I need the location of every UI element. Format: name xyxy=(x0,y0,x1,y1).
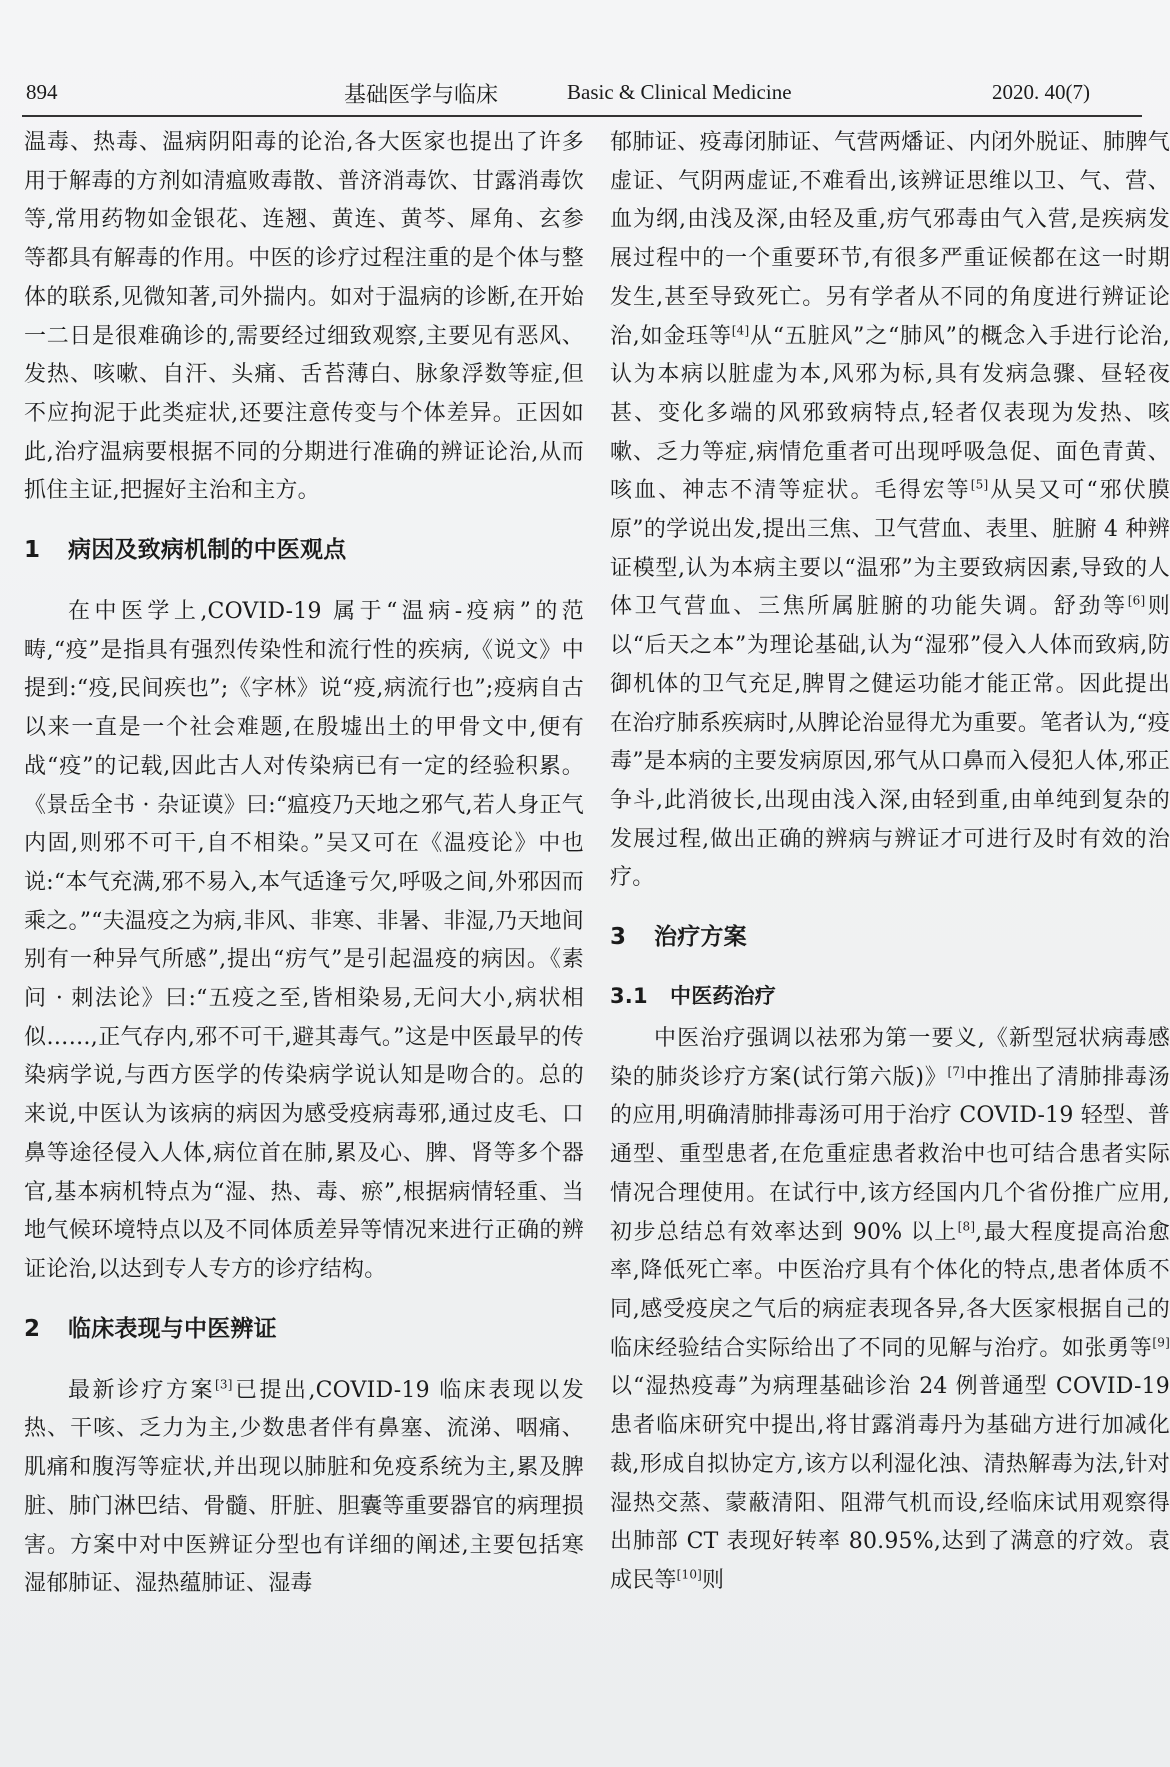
section-heading-3 xyxy=(610,920,1170,954)
citation-ref: [7] xyxy=(947,1064,966,1079)
paragraph: 温毒、热毒、温病阴阳毒的论治,各大医家也提出了许多用于解毒的方剂如清瘟败毒散、普济消毒饮、甘露消毒饮等,常用药物如金银花、连翘、黄连、黄芩、犀角、玄参等都具有解毒的作用。中医的诊疗过程注重的是个体与整体的联系,见微知著,司外揣内。如对于温病的诊断,在开始一二日是很难确诊的,需要经过细致观察,主要见有恶风、发热、咳嗽、自汗、头痛、舌苔薄白、脉象浮数等症,但不应拘泥于此类症状,还要注意传变与个体差异。正因如此,治疗温病要根据不同的分期进行准确的辨证论治,从而抓住主证,把握好主治和主方。 xyxy=(24,130,584,504)
section-number: 1 xyxy=(24,537,41,564)
text-run: 已提出,COVID-19 临床表现以发热、干咳、乏力为主,少数患者伴有鼻塞、流涕、咽痛、肌痛和腹泻等症状,并出现以肺脏和免疫系统为主,累及脾脏、肺门淋巴结、骨髓、肝脏、胆囊等重要器官的病理损害。方案中对中医辨证分型也有详细的阐述,主要包括寒湿郁肺证、湿热蕴肺证、湿毒 xyxy=(24,1377,584,1597)
subsection-number: 3.1 xyxy=(610,984,648,1009)
text-run: 从吴又可“邪伏膜原”的学说出发,提出三焦、卫气营血、表里、脏腑 4 种辨证模型,认为本病主要以“温邪”为主要致病因素,导致的人体卫气营血、三焦所属脏腑的功能失调。舒劲等 xyxy=(610,478,1170,620)
text-run: 中医治疗强调以祛邪为第一要义,《新型冠状病毒感染的肺炎诊疗方案(试行第六版)》 xyxy=(610,1026,1170,1090)
paragraph xyxy=(610,124,1170,898)
citation-ref: [9] xyxy=(1152,1335,1170,1350)
citation-ref: [8] xyxy=(957,1219,976,1234)
text-run: 最新诊疗方案 xyxy=(68,1377,216,1403)
citation-ref: [10] xyxy=(676,1567,703,1582)
citation-ref: [5] xyxy=(970,478,989,492)
citation-ref: [6] xyxy=(1127,594,1146,609)
citation-ref: [4] xyxy=(731,323,750,338)
section-number: 2 xyxy=(24,1315,41,1342)
right-column xyxy=(610,124,1170,1601)
journal-title-en: Basic & Clinical Medicine xyxy=(567,80,792,104)
issue-info: 2020. 40(7) xyxy=(992,80,1090,104)
text-run: ,最大程度提高治愈率,降低死亡率。中医治疗具有个体化的特点,患者体质不同,感受疫戾之气后的病症表现各异,各大医家根据自己的临床经验结合实际给出了不同的见解与治疗。如张勇等 xyxy=(610,1219,1170,1361)
citation-ref: [3] xyxy=(215,1377,233,1392)
section-title: 临床表现与中医辨证 xyxy=(68,1315,277,1342)
section-heading-1 xyxy=(24,533,584,567)
journal-title-cn: 基础医学与临床 xyxy=(344,82,499,107)
left-column xyxy=(24,124,584,1604)
section-heading-2 xyxy=(24,1312,584,1346)
header-rule xyxy=(22,115,1142,117)
section-number: 3 xyxy=(610,924,627,951)
text-run: 则 xyxy=(702,1567,725,1593)
paragraph xyxy=(610,1020,1170,1601)
text-run: 则以“后天之本”为理论基础,认为“湿邪”侵入人体而致病,防御机体的卫气充足,脾胃之健运功能才能正常。因此提出在治疗肺系疾病时,从脾论治显得尤为重要。笔者认为,“疫毒”是本病的主要发病原因,邪气从口鼻而入侵犯人体,邪正争斗,此消彼长,出现由浅入深,由轻到重,由单纯到复杂的发展过程,做出正确的辨病与辨证才可进行及时有效的治疗。 xyxy=(610,594,1170,891)
text-run: 郁肺证、疫毒闭肺证、气营两燔证、内闭外脱证、肺脾气虚证、气阴两虚证,不难看出,该辨证思维以卫、气、营、血为纲,由浅及深,由轻及重,疠气邪毒由气入营,是疾病发展过程中的一个重要环节,有很多严重证候都在这一时期发生,甚至导致死亡。另有学者从不同的角度进行辨证论治,如金珏等 xyxy=(610,130,1170,349)
subsection-title: 中医药治疗 xyxy=(670,984,776,1009)
page-number: 894 xyxy=(26,80,58,104)
paragraph: 在中医学上,COVID-19 属于“温病-疫病”的范畴,“疫”是指具有强烈传染性和流行性的疾病,《说文》中提到:“疫,民间疾也”;《字林》说“疫,病流行也”;疫病自古以来一直是一个社会难题,在殷墟出土的甲骨文中,便有战“疫”的记载,因此古人对传染病已有一定的经验积累。《景岳全书 · 杂证谟》曰:“瘟疫乃天地之邪气,若人身正气内固,则邪不可干,自不相染。”吴又可在《温疫论》中也说:“本气充满,邪不易入,本气适逢亏欠,呼吸之间,外邪因而乘之。”“夫温疫之为病,非风、非寒、非暑、非湿,乃天地间别有一种异气所感”,提出“疠气”是引起温疫的病因。《素问 · 刺法论》曰:“五疫之至,皆相染易,无问大小,病状相似……,正气存内,邪不可干,避其毒气。”这是中医最早的传染病学说,与西方医学的传染病学说认知是吻合的。总的来说,中医认为该病的病因为感受疫病毒邪,通过皮毛、口鼻等途径侵入人体,病位首在肺,累及心、脾、肾等多个器官,基本病机特点为“湿、热、毒、瘀”,根据病情轻重、当地气候环境特点以及不同体质差异等情况来进行正确的辨证论治,以达到专人专方的诊疗结构。 xyxy=(24,599,584,1282)
text-run: 中推出了清肺排毒汤的应用,明确清肺排毒汤可用于治疗 COVID-19 轻型、普通型、重型患者,在危重症患者救治中也可结合患者实际情况合理使用。在试行中,该方经国内几个省份推广应用,初步总结总有效率达到 90% 以上 xyxy=(610,1064,1170,1245)
text-run: 以“湿热疫毒”为病理基础诊治 24 例普通型 COVID-19 患者临床研究中提出,将甘露消毒丹为基础方进行加减化裁,形成自拟协定方,该方以利湿化浊、清热解毒为法,针对湿热交蒸、蒙蔽清阳、阻滞气机而设,经临床试用观察得出肺部 CT 表现好转率 80.95%,达到了满意的疗效。袁成民等 xyxy=(610,1374,1170,1593)
section-title: 治疗方案 xyxy=(654,924,747,951)
paragraph xyxy=(24,1372,584,1604)
section-title: 病因及致病机制的中医观点 xyxy=(68,537,347,564)
text-run: 从“五脏风”之“肺风”的概念入手进行论治,认为本病以脏虚为本,风邪为标,具有发病急骤、昼轻夜甚、变化多端的风邪致病特点,轻者仅表现为发热、咳嗽、乏力等症,病情危重者可出现呼吸急促、面色青黄、咳血、神志不清等症状。毛得宏等 xyxy=(610,323,1170,504)
subsection-heading-3-1 xyxy=(610,980,1170,1012)
running-header xyxy=(0,72,1170,118)
